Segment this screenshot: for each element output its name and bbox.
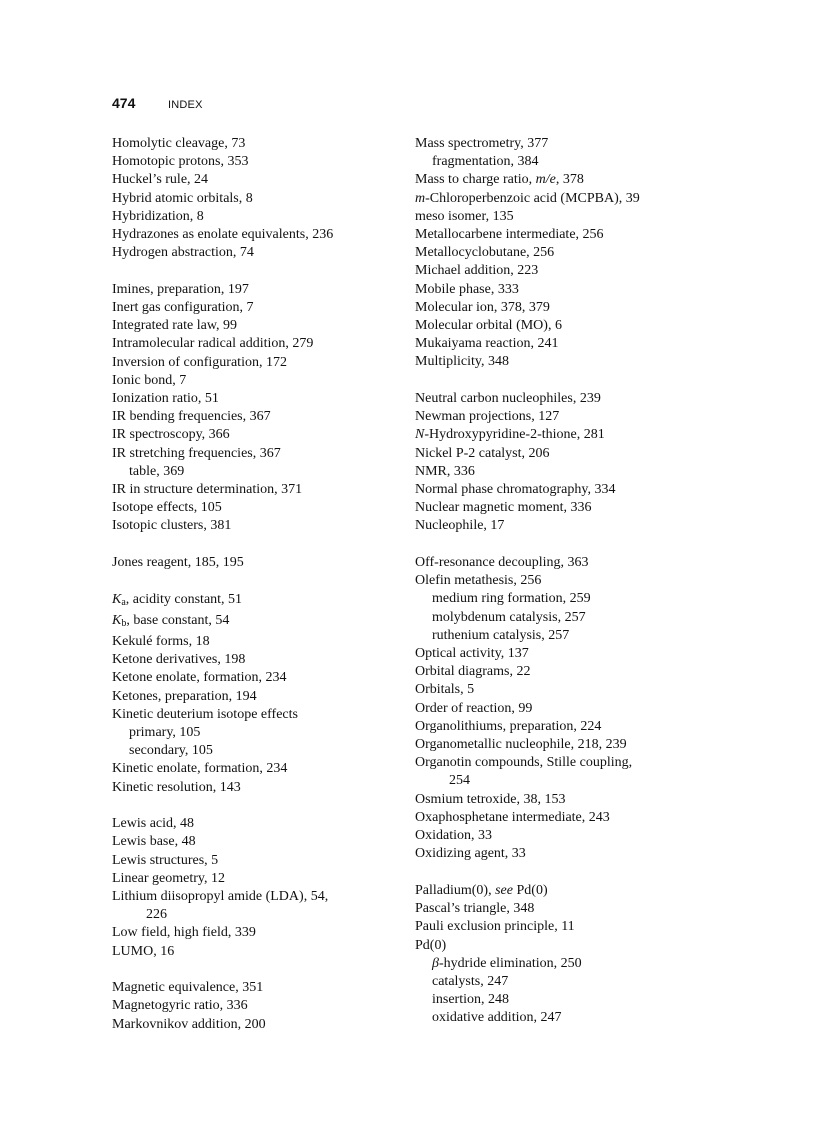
index-entry bbox=[112, 153, 402, 171]
entry-text: Normal phase chromatography, 334 bbox=[415, 482, 616, 498]
index-entry bbox=[112, 299, 402, 317]
entry-text: Optical activity, 137 bbox=[415, 646, 529, 662]
index-entry bbox=[112, 669, 402, 687]
italic-prefix: m bbox=[415, 190, 426, 206]
index-entry bbox=[112, 591, 402, 612]
index-subentry bbox=[415, 772, 715, 790]
symbol-text: K bbox=[112, 591, 122, 607]
entry-text: Ionization ratio, 51 bbox=[112, 391, 219, 407]
index-entry bbox=[415, 517, 715, 535]
entry-text: -Chloroperbenzoic acid (MCPBA), 39 bbox=[425, 190, 640, 206]
italic-text: see bbox=[495, 882, 513, 898]
index-entry bbox=[112, 372, 402, 390]
index-entry bbox=[112, 335, 402, 353]
entry-text: medium ring formation, 259 bbox=[432, 591, 591, 607]
index-entry bbox=[112, 317, 402, 335]
entry-text: Orbital diagrams, 22 bbox=[415, 664, 531, 680]
entry-text: Neutral carbon nucleophiles, 239 bbox=[415, 391, 601, 407]
entry-text: Orbitals, 5 bbox=[415, 682, 475, 698]
symbol-subscript: a bbox=[121, 596, 126, 608]
entry-text-after: Pd(0) bbox=[513, 882, 548, 898]
page-number: 474 bbox=[112, 95, 136, 111]
entry-text: Palladium(0), bbox=[415, 882, 496, 898]
index-entry bbox=[112, 779, 402, 797]
index-entry bbox=[415, 918, 715, 936]
index-entry bbox=[112, 815, 402, 833]
index-entry bbox=[415, 937, 715, 955]
letter-group-gap bbox=[112, 536, 402, 554]
index-entry bbox=[415, 791, 715, 809]
index-subentry bbox=[415, 991, 715, 1009]
index-entry bbox=[415, 645, 715, 663]
symbol-text: K bbox=[112, 612, 122, 628]
index-entry bbox=[415, 445, 715, 463]
letter-group-gap bbox=[112, 572, 402, 590]
entry-text: Lewis base, 48 bbox=[112, 834, 196, 850]
entry-text: Intramolecular radical addition, 279 bbox=[112, 336, 314, 352]
index-entry bbox=[415, 809, 715, 827]
page-header bbox=[112, 95, 203, 111]
index-entry bbox=[112, 833, 402, 851]
index-entry bbox=[112, 997, 402, 1015]
index-entry bbox=[112, 688, 402, 706]
letter-group-gap bbox=[415, 372, 715, 390]
index-entry bbox=[415, 317, 715, 335]
index-subentry bbox=[112, 742, 402, 760]
index-entry bbox=[415, 390, 715, 408]
entry-text: Inert gas configuration, 7 bbox=[112, 300, 254, 316]
index-column-right bbox=[415, 135, 715, 1028]
entry-text: Oxaphosphetane intermediate, 243 bbox=[415, 809, 610, 825]
index-subentry bbox=[415, 590, 715, 608]
index-entry bbox=[112, 354, 402, 372]
entry-text: -Hydroxypyridine-2-thione, 281 bbox=[424, 427, 605, 443]
entry-text: Pauli exclusion principle, 11 bbox=[415, 919, 575, 935]
entry-text: Ketone derivatives, 198 bbox=[112, 652, 246, 668]
index-subentry bbox=[112, 724, 402, 742]
index-subentry bbox=[415, 627, 715, 645]
entry-text: Hydrogen abstraction, 74 bbox=[112, 245, 254, 261]
entry-text: Nickel P-2 catalyst, 206 bbox=[415, 445, 550, 461]
entry-text: Osmium tetroxide, 38, 153 bbox=[415, 791, 566, 807]
index-entry bbox=[112, 499, 402, 517]
entry-text: Kekulé forms, 18 bbox=[112, 634, 210, 650]
entry-text: Molecular orbital (MO), 6 bbox=[415, 318, 562, 334]
entry-text: Metallocyclobutane, 256 bbox=[415, 245, 555, 261]
index-entry bbox=[415, 499, 715, 517]
index-subentry bbox=[112, 463, 402, 481]
entry-text: oxidative addition, 247 bbox=[432, 1010, 562, 1026]
italic-text: m/e bbox=[535, 172, 556, 188]
entry-text: Kinetic deuterium isotope effects bbox=[112, 706, 298, 722]
entry-text: IR in structure determination, 371 bbox=[112, 482, 303, 498]
index-entry bbox=[112, 226, 402, 244]
entry-text: Hybrid atomic orbitals, 8 bbox=[112, 190, 253, 206]
running-head: INDEX bbox=[168, 99, 203, 111]
index-entry bbox=[415, 171, 715, 189]
entry-text: Isotopic clusters, 381 bbox=[112, 518, 232, 534]
entry-text: Magnetic equivalence, 351 bbox=[112, 980, 264, 996]
entry-text: IR spectroscopy, 366 bbox=[112, 427, 230, 443]
index-entry bbox=[415, 299, 715, 317]
entry-text: IR stretching frequencies, 367 bbox=[112, 445, 281, 461]
index-entry bbox=[415, 281, 715, 299]
index-entry bbox=[112, 1016, 402, 1034]
entry-text: Hybridization, 8 bbox=[112, 208, 204, 224]
index-entry bbox=[415, 572, 715, 590]
entry-text: Huckel’s rule, 24 bbox=[112, 172, 209, 188]
entry-text: Pascal’s triangle, 348 bbox=[415, 901, 535, 917]
index-subentry bbox=[415, 153, 715, 171]
entry-text: Pd(0) bbox=[415, 937, 447, 953]
entry-text: Integrated rate law, 99 bbox=[112, 318, 238, 334]
symbol-subscript: b bbox=[121, 617, 127, 629]
letter-group-gap bbox=[112, 262, 402, 280]
entry-text: Markovnikov addition, 200 bbox=[112, 1016, 266, 1032]
entry-text: Newman projections, 127 bbox=[415, 409, 560, 425]
entry-text: Lithium diisopropyl amide (LDA), 54, bbox=[112, 889, 329, 905]
index-entry bbox=[112, 426, 402, 444]
index-entry bbox=[415, 700, 715, 718]
entry-text: Off-resonance decoupling, 363 bbox=[415, 555, 589, 571]
entry-text: Mobile phase, 333 bbox=[415, 281, 519, 297]
entry-text: Ketone enolate, formation, 234 bbox=[112, 670, 287, 686]
entry-text: Hydrazones as enolate equivalents, 236 bbox=[112, 227, 334, 243]
index-entry bbox=[112, 760, 402, 778]
index-entry bbox=[415, 754, 715, 772]
index-entry bbox=[112, 408, 402, 426]
index-entry bbox=[112, 445, 402, 463]
entry-text: Jones reagent, 185, 195 bbox=[112, 555, 244, 571]
entry-text: Multiplicity, 348 bbox=[415, 354, 509, 370]
entry-text: meso isomer, 135 bbox=[415, 208, 514, 224]
entry-text: Homolytic cleavage, 73 bbox=[112, 136, 246, 151]
index-entry bbox=[112, 281, 402, 299]
entry-text: Mukaiyama reaction, 241 bbox=[415, 336, 559, 352]
entry-text: Oxidizing agent, 33 bbox=[415, 846, 526, 862]
index-entry bbox=[112, 190, 402, 208]
index-entry bbox=[415, 463, 715, 481]
entry-text: Organolithiums, preparation, 224 bbox=[415, 718, 602, 734]
entry-text: Isotope effects, 105 bbox=[112, 500, 222, 516]
index-column-left bbox=[112, 135, 402, 1034]
index-entry bbox=[112, 706, 402, 724]
entry-text: Michael addition, 223 bbox=[415, 263, 539, 279]
index-entry bbox=[415, 681, 715, 699]
index-entry bbox=[112, 390, 402, 408]
entry-text: IR bending frequencies, 367 bbox=[112, 409, 271, 425]
entry-text: table, 369 bbox=[129, 463, 185, 479]
entry-text: 254 bbox=[449, 773, 470, 789]
index-entry bbox=[112, 943, 402, 961]
entry-text: Metallocarbene intermediate, 256 bbox=[415, 227, 604, 243]
entry-text: Lewis acid, 48 bbox=[112, 816, 195, 832]
index-entry bbox=[415, 554, 715, 572]
index-entry bbox=[415, 882, 715, 900]
index-entry bbox=[415, 736, 715, 754]
entry-text-after: , 378 bbox=[555, 172, 584, 188]
entry-text: Homotopic protons, 353 bbox=[112, 154, 249, 170]
entry-text: Organotin compounds, Stille coupling, bbox=[415, 755, 633, 771]
entry-text: secondary, 105 bbox=[129, 743, 213, 759]
index-entry bbox=[112, 171, 402, 189]
entry-text: primary, 105 bbox=[129, 725, 201, 741]
index-entry bbox=[415, 244, 715, 262]
entry-text: Magnetogyric ratio, 336 bbox=[112, 998, 248, 1014]
index-entry bbox=[112, 924, 402, 942]
entry-text: Ionic bond, 7 bbox=[112, 372, 187, 388]
entry-text: Nucleophile, 17 bbox=[415, 518, 505, 534]
entry-text: 226 bbox=[146, 907, 167, 923]
entry-text: fragmentation, 384 bbox=[432, 154, 539, 170]
italic-prefix: β bbox=[432, 955, 439, 971]
entry-text: Oxidation, 33 bbox=[415, 828, 492, 844]
index-entry bbox=[415, 718, 715, 736]
index-subentry bbox=[415, 1009, 715, 1027]
index-entry bbox=[112, 554, 402, 572]
index-subentry bbox=[415, 973, 715, 991]
index-entry bbox=[112, 244, 402, 262]
letter-group-gap bbox=[415, 864, 715, 882]
index-entry bbox=[415, 426, 715, 444]
index-entry bbox=[112, 135, 402, 153]
entry-text: Kinetic resolution, 143 bbox=[112, 779, 241, 795]
entry-text: LUMO, 16 bbox=[112, 943, 175, 959]
entry-text: -hydride elimination, 250 bbox=[438, 955, 582, 971]
index-entry bbox=[112, 208, 402, 226]
index-entry bbox=[415, 226, 715, 244]
index-entry bbox=[112, 979, 402, 997]
entry-text: catalysts, 247 bbox=[432, 973, 509, 989]
entry-text: NMR, 336 bbox=[415, 463, 475, 479]
index-entry bbox=[415, 353, 715, 371]
index-subentry bbox=[112, 906, 402, 924]
index-entry bbox=[112, 888, 402, 906]
entry-text: molybdenum catalysis, 257 bbox=[432, 609, 586, 625]
entry-text: Molecular ion, 378, 379 bbox=[415, 299, 550, 315]
index-entry bbox=[112, 633, 402, 651]
entry-text: Mass to charge ratio, bbox=[415, 172, 536, 188]
index-entry bbox=[415, 481, 715, 499]
entry-text: Organometallic nucleophile, 218, 239 bbox=[415, 737, 627, 753]
entry-text: , base constant, 54 bbox=[126, 612, 230, 628]
letter-group-gap bbox=[112, 797, 402, 815]
index-entry bbox=[415, 900, 715, 918]
entry-text: Inversion of configuration, 172 bbox=[112, 354, 287, 370]
entry-text: Olefin metathesis, 256 bbox=[415, 573, 542, 589]
index-entry bbox=[415, 827, 715, 845]
entry-text: Linear geometry, 12 bbox=[112, 870, 225, 886]
italic-prefix: N bbox=[415, 427, 425, 443]
index-entry bbox=[112, 517, 402, 535]
index-entry bbox=[112, 651, 402, 669]
index-entry bbox=[415, 335, 715, 353]
entry-text: Order of reaction, 99 bbox=[415, 700, 533, 716]
entry-text: ruthenium catalysis, 257 bbox=[432, 627, 570, 643]
letter-group-gap bbox=[415, 536, 715, 554]
index-entry bbox=[112, 852, 402, 870]
entry-text: Mass spectrometry, 377 bbox=[415, 136, 549, 151]
entry-text: Ketones, preparation, 194 bbox=[112, 688, 257, 704]
index-entry bbox=[415, 135, 715, 153]
letter-group-gap bbox=[112, 961, 402, 979]
index-entry bbox=[415, 208, 715, 226]
entry-text: insertion, 248 bbox=[432, 992, 509, 1008]
index-entry bbox=[112, 612, 402, 633]
entry-text: Nuclear magnetic moment, 336 bbox=[415, 500, 592, 516]
index-subentry bbox=[415, 955, 715, 973]
entry-text: Imines, preparation, 197 bbox=[112, 281, 249, 297]
entry-text: Lewis structures, 5 bbox=[112, 852, 219, 868]
index-entry bbox=[415, 190, 715, 208]
index-entry bbox=[112, 870, 402, 888]
entry-text: , acidity constant, 51 bbox=[125, 591, 243, 607]
index-subentry bbox=[415, 609, 715, 627]
index-entry bbox=[415, 408, 715, 426]
entry-text: Low field, high field, 339 bbox=[112, 925, 256, 941]
index-entry bbox=[415, 845, 715, 863]
index-entry bbox=[415, 663, 715, 681]
index-entry bbox=[415, 262, 715, 280]
index-entry bbox=[112, 481, 402, 499]
entry-text: Kinetic enolate, formation, 234 bbox=[112, 761, 288, 777]
